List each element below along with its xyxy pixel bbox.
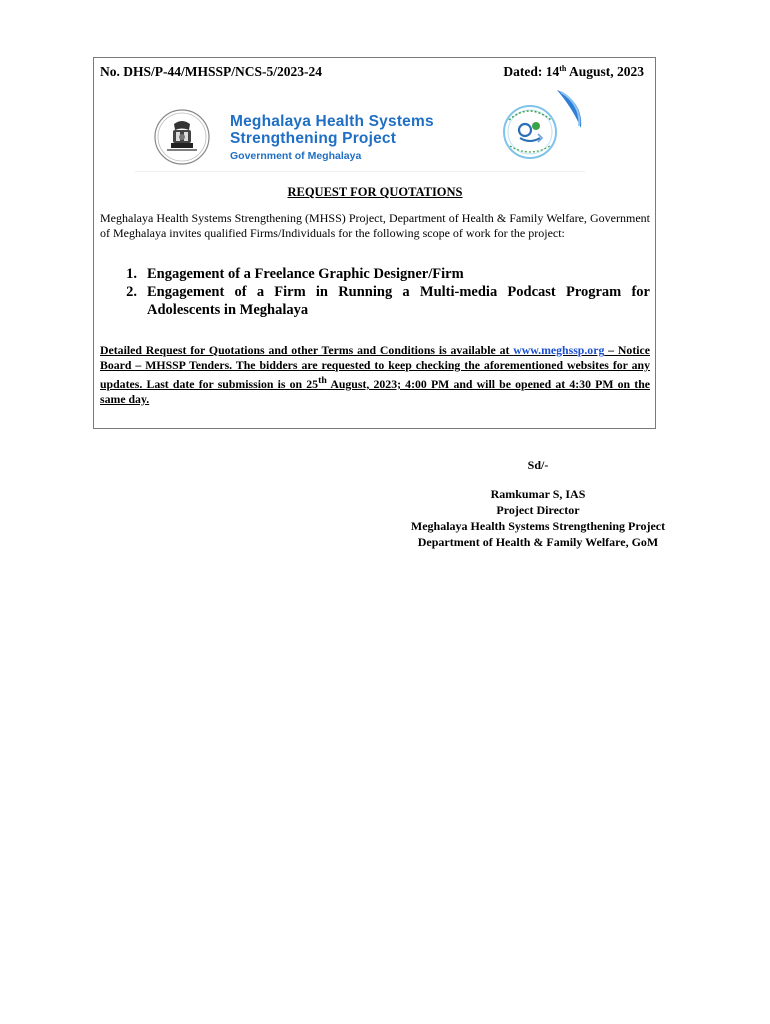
website-link[interactable]: www.meghssp.org (513, 343, 605, 357)
signatory-name: Ramkumar S, IAS (490, 487, 586, 501)
rfq-heading: REQUEST FOR QUOTATIONS (287, 185, 463, 199)
scope-item-text: Engagement of a Freelance Graphic Designer/Firm (147, 266, 464, 282)
project-title-line1: Meghalaya Health Systems (230, 113, 434, 130)
notice-text-part2: – Notice Board – MHSSP Tenders. The bidders are requested to keep checking the aforementioned websites for any updates. Last date for submission is on 25 (100, 343, 650, 391)
notice-text-part3: August, 2023; 4:00 PM and will be opened at 4:30 PM on the same day. (100, 376, 650, 406)
scope-item (100, 283, 650, 319)
header-divider (135, 171, 585, 172)
state-emblem-icon (153, 108, 211, 166)
signatory-designation: Project Director (496, 503, 580, 517)
scope-item-number: 2. (126, 284, 137, 300)
scope-of-work-list (100, 265, 650, 319)
date-prefix: Dated: 14 (503, 64, 560, 79)
sd-mark: Sd/- (527, 458, 549, 472)
project-title-line2: Strengthening Project (230, 130, 397, 147)
scope-item (100, 265, 650, 283)
scope-item-text: Engagement of a Firm in Running a Multi-media Podcast Program for Adolescents in Meghalaya (147, 284, 650, 318)
government-subtitle: Government of Meghalaya (230, 150, 362, 162)
reference-number: No. DHS/P-44/MHSSP/NCS-5/2023-24 (100, 64, 323, 79)
date-line (503, 64, 644, 80)
project-title-block (230, 113, 434, 162)
health-project-logo-icon (495, 88, 585, 163)
scope-item-number: 1. (126, 266, 137, 282)
date-superscript: th (559, 64, 567, 73)
notice-date-superscript: th (318, 375, 327, 386)
date-suffix: August, 2023 (566, 64, 644, 79)
signatory-organization: Meghalaya Health Systems Strengthening Project (410, 519, 666, 533)
intro-paragraph: Meghalaya Health Systems Strengthening (MHSS) Project, Department of Health & Family Welfare, Government of Meghalaya invites qualified Firms/Individuals for the following scope of work for the project: (100, 211, 650, 240)
notice-text-part1: Detailed Request for Quotations and other Terms and Conditions is available at (100, 343, 514, 357)
signatory-department: Department of Health & Family Welfare, GoM (417, 535, 659, 549)
notice-paragraph (100, 343, 650, 407)
